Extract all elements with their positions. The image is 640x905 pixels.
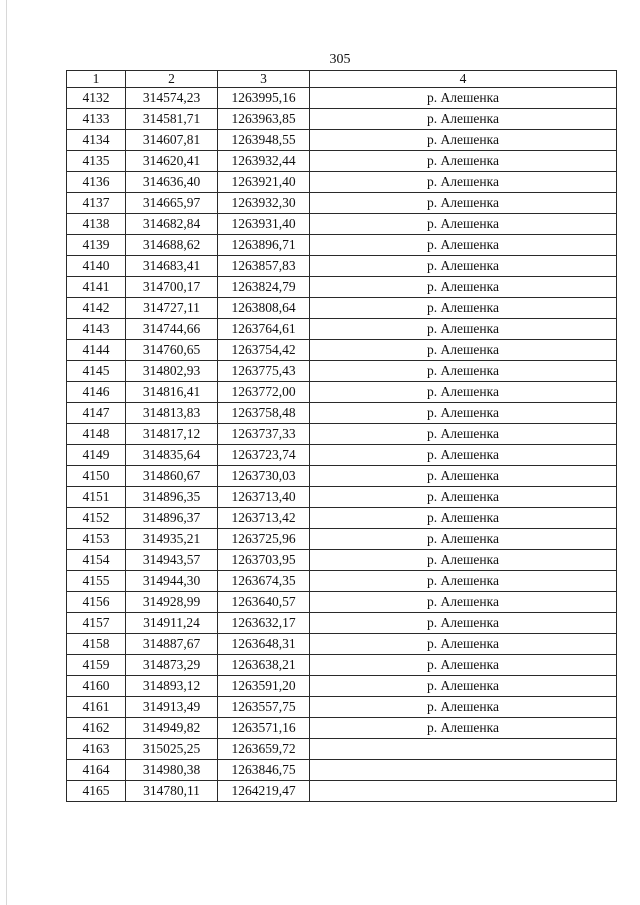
description-cell: р. Алешенка bbox=[310, 298, 617, 319]
y-coordinate-cell: 1263713,40 bbox=[218, 487, 310, 508]
point-number-cell: 4154 bbox=[67, 550, 126, 571]
description-cell: р. Алешенка bbox=[310, 382, 617, 403]
point-number-cell: 4140 bbox=[67, 256, 126, 277]
description-cell: р. Алешенка bbox=[310, 487, 617, 508]
description-cell: р. Алешенка bbox=[310, 130, 617, 151]
table-row bbox=[67, 508, 617, 529]
point-number-cell: 4152 bbox=[67, 508, 126, 529]
description-cell: р. Алешенка bbox=[310, 193, 617, 214]
x-coordinate-cell: 314835,64 bbox=[126, 445, 218, 466]
y-coordinate-cell: 1263659,72 bbox=[218, 739, 310, 760]
point-number-cell: 4146 bbox=[67, 382, 126, 403]
point-number-cell: 4162 bbox=[67, 718, 126, 739]
table-row bbox=[67, 151, 617, 172]
point-number-cell: 4163 bbox=[67, 739, 126, 760]
y-coordinate-cell: 1263571,16 bbox=[218, 718, 310, 739]
y-coordinate-cell: 1263730,03 bbox=[218, 466, 310, 487]
y-coordinate-cell: 1263857,83 bbox=[218, 256, 310, 277]
x-coordinate-cell: 314980,38 bbox=[126, 760, 218, 781]
y-coordinate-cell: 1263725,96 bbox=[218, 529, 310, 550]
description-cell: р. Алешенка bbox=[310, 571, 617, 592]
x-coordinate-cell: 314893,12 bbox=[126, 676, 218, 697]
table-row bbox=[67, 781, 617, 802]
x-coordinate-cell: 314943,57 bbox=[126, 550, 218, 571]
description-cell: р. Алешенка bbox=[310, 214, 617, 235]
point-number-cell: 4151 bbox=[67, 487, 126, 508]
y-coordinate-cell: 1263723,74 bbox=[218, 445, 310, 466]
x-coordinate-cell: 314727,11 bbox=[126, 298, 218, 319]
x-coordinate-cell: 314744,66 bbox=[126, 319, 218, 340]
table-row bbox=[67, 592, 617, 613]
table-row bbox=[67, 760, 617, 781]
description-cell: р. Алешенка bbox=[310, 256, 617, 277]
point-number-cell: 4136 bbox=[67, 172, 126, 193]
x-coordinate-cell: 314780,11 bbox=[126, 781, 218, 802]
x-coordinate-cell: 314860,67 bbox=[126, 466, 218, 487]
table-row bbox=[67, 676, 617, 697]
table-row bbox=[67, 571, 617, 592]
point-number-cell: 4165 bbox=[67, 781, 126, 802]
y-coordinate-cell: 1263640,57 bbox=[218, 592, 310, 613]
table-row bbox=[67, 487, 617, 508]
y-coordinate-cell: 1263896,71 bbox=[218, 235, 310, 256]
point-number-cell: 4161 bbox=[67, 697, 126, 718]
column-header-1: 1 bbox=[67, 71, 126, 88]
y-coordinate-cell: 1263557,75 bbox=[218, 697, 310, 718]
table-row bbox=[67, 88, 617, 109]
x-coordinate-cell: 314574,23 bbox=[126, 88, 218, 109]
x-coordinate-cell: 314949,82 bbox=[126, 718, 218, 739]
description-cell: р. Алешенка bbox=[310, 172, 617, 193]
description-cell: р. Алешенка bbox=[310, 445, 617, 466]
description-cell: р. Алешенка bbox=[310, 361, 617, 382]
description-cell: р. Алешенка bbox=[310, 277, 617, 298]
y-coordinate-cell: 1263772,00 bbox=[218, 382, 310, 403]
y-coordinate-cell: 1263737,33 bbox=[218, 424, 310, 445]
coordinates-table bbox=[66, 70, 617, 802]
y-coordinate-cell: 1263932,44 bbox=[218, 151, 310, 172]
point-number-cell: 4137 bbox=[67, 193, 126, 214]
table-row bbox=[67, 193, 617, 214]
description-cell: р. Алешенка bbox=[310, 340, 617, 361]
description-cell: р. Алешенка bbox=[310, 718, 617, 739]
table-row bbox=[67, 424, 617, 445]
y-coordinate-cell: 1263674,35 bbox=[218, 571, 310, 592]
description-cell: р. Алешенка bbox=[310, 319, 617, 340]
table-row bbox=[67, 718, 617, 739]
table-row bbox=[67, 340, 617, 361]
point-number-cell: 4159 bbox=[67, 655, 126, 676]
table-row bbox=[67, 697, 617, 718]
y-coordinate-cell: 1263808,64 bbox=[218, 298, 310, 319]
x-coordinate-cell: 314887,67 bbox=[126, 634, 218, 655]
y-coordinate-cell: 1263632,17 bbox=[218, 613, 310, 634]
y-coordinate-cell: 1263758,48 bbox=[218, 403, 310, 424]
x-coordinate-cell: 314665,97 bbox=[126, 193, 218, 214]
point-number-cell: 4132 bbox=[67, 88, 126, 109]
x-coordinate-cell: 314935,21 bbox=[126, 529, 218, 550]
x-coordinate-cell: 315025,25 bbox=[126, 739, 218, 760]
description-cell bbox=[310, 760, 617, 781]
description-cell bbox=[310, 781, 617, 802]
table-row bbox=[67, 613, 617, 634]
y-coordinate-cell: 1263764,61 bbox=[218, 319, 310, 340]
table-row bbox=[67, 403, 617, 424]
table-row bbox=[67, 739, 617, 760]
table-row bbox=[67, 655, 617, 676]
y-coordinate-cell: 1263963,85 bbox=[218, 109, 310, 130]
y-coordinate-cell: 1263824,79 bbox=[218, 277, 310, 298]
table-row bbox=[67, 109, 617, 130]
description-cell: р. Алешенка bbox=[310, 634, 617, 655]
point-number-cell: 4141 bbox=[67, 277, 126, 298]
description-cell: р. Алешенка bbox=[310, 235, 617, 256]
x-coordinate-cell: 314817,12 bbox=[126, 424, 218, 445]
y-coordinate-cell: 1263703,95 bbox=[218, 550, 310, 571]
x-coordinate-cell: 314896,37 bbox=[126, 508, 218, 529]
table-row bbox=[67, 529, 617, 550]
x-coordinate-cell: 314636,40 bbox=[126, 172, 218, 193]
x-coordinate-cell: 314682,84 bbox=[126, 214, 218, 235]
table-row bbox=[67, 319, 617, 340]
x-coordinate-cell: 314928,99 bbox=[126, 592, 218, 613]
point-number-cell: 4148 bbox=[67, 424, 126, 445]
y-coordinate-cell: 1263921,40 bbox=[218, 172, 310, 193]
y-coordinate-cell: 1263754,42 bbox=[218, 340, 310, 361]
description-cell bbox=[310, 739, 617, 760]
x-coordinate-cell: 314873,29 bbox=[126, 655, 218, 676]
table-row bbox=[67, 214, 617, 235]
page-number: 305 bbox=[329, 52, 351, 67]
x-coordinate-cell: 314620,41 bbox=[126, 151, 218, 172]
description-cell: р. Алешенка bbox=[310, 424, 617, 445]
description-cell: р. Алешенка bbox=[310, 697, 617, 718]
x-coordinate-cell: 314944,30 bbox=[126, 571, 218, 592]
table-row bbox=[67, 172, 617, 193]
table-row bbox=[67, 382, 617, 403]
y-coordinate-cell: 1263931,40 bbox=[218, 214, 310, 235]
table-body bbox=[67, 88, 617, 802]
point-number-cell: 4147 bbox=[67, 403, 126, 424]
table-row bbox=[67, 235, 617, 256]
point-number-cell: 4142 bbox=[67, 298, 126, 319]
point-number-cell: 4133 bbox=[67, 109, 126, 130]
y-coordinate-cell: 1263713,42 bbox=[218, 508, 310, 529]
point-number-cell: 4135 bbox=[67, 151, 126, 172]
point-number-cell: 4150 bbox=[67, 466, 126, 487]
description-cell: р. Алешенка bbox=[310, 109, 617, 130]
column-header-4: 4 bbox=[310, 71, 617, 88]
x-coordinate-cell: 314607,81 bbox=[126, 130, 218, 151]
point-number-cell: 4145 bbox=[67, 361, 126, 382]
x-coordinate-cell: 314683,41 bbox=[126, 256, 218, 277]
y-coordinate-cell: 1263775,43 bbox=[218, 361, 310, 382]
point-number-cell: 4158 bbox=[67, 634, 126, 655]
column-header-3: 3 bbox=[218, 71, 310, 88]
point-number-cell: 4153 bbox=[67, 529, 126, 550]
point-number-cell: 4143 bbox=[67, 319, 126, 340]
point-number-cell: 4144 bbox=[67, 340, 126, 361]
point-number-cell: 4134 bbox=[67, 130, 126, 151]
header-row bbox=[67, 71, 617, 88]
table-row bbox=[67, 445, 617, 466]
description-cell: р. Алешенка bbox=[310, 592, 617, 613]
point-number-cell: 4155 bbox=[67, 571, 126, 592]
y-coordinate-cell: 1263638,21 bbox=[218, 655, 310, 676]
y-coordinate-cell: 1263846,75 bbox=[218, 760, 310, 781]
description-cell: р. Алешенка bbox=[310, 151, 617, 172]
x-coordinate-cell: 314896,35 bbox=[126, 487, 218, 508]
y-coordinate-cell: 1263648,31 bbox=[218, 634, 310, 655]
description-cell: р. Алешенка bbox=[310, 403, 617, 424]
description-cell: р. Алешенка bbox=[310, 655, 617, 676]
point-number-cell: 4156 bbox=[67, 592, 126, 613]
description-cell: р. Алешенка bbox=[310, 550, 617, 571]
x-coordinate-cell: 314813,83 bbox=[126, 403, 218, 424]
point-number-cell: 4157 bbox=[67, 613, 126, 634]
table-row bbox=[67, 277, 617, 298]
table-row bbox=[67, 550, 617, 571]
table-row bbox=[67, 130, 617, 151]
y-coordinate-cell: 1263932,30 bbox=[218, 193, 310, 214]
y-coordinate-cell: 1263591,20 bbox=[218, 676, 310, 697]
description-cell: р. Алешенка bbox=[310, 466, 617, 487]
y-coordinate-cell: 1264219,47 bbox=[218, 781, 310, 802]
table-row bbox=[67, 298, 617, 319]
point-number-cell: 4164 bbox=[67, 760, 126, 781]
table-row bbox=[67, 466, 617, 487]
point-number-cell: 4160 bbox=[67, 676, 126, 697]
description-cell: р. Алешенка bbox=[310, 88, 617, 109]
y-coordinate-cell: 1263948,55 bbox=[218, 130, 310, 151]
x-coordinate-cell: 314581,71 bbox=[126, 109, 218, 130]
description-cell: р. Алешенка bbox=[310, 508, 617, 529]
description-cell: р. Алешенка bbox=[310, 676, 617, 697]
x-coordinate-cell: 314688,62 bbox=[126, 235, 218, 256]
description-cell: р. Алешенка bbox=[310, 529, 617, 550]
point-number-cell: 4139 bbox=[67, 235, 126, 256]
table-row bbox=[67, 256, 617, 277]
scan-edge-line bbox=[6, 0, 7, 905]
table-row bbox=[67, 634, 617, 655]
x-coordinate-cell: 314700,17 bbox=[126, 277, 218, 298]
x-coordinate-cell: 314816,41 bbox=[126, 382, 218, 403]
table-row bbox=[67, 361, 617, 382]
x-coordinate-cell: 314802,93 bbox=[126, 361, 218, 382]
point-number-cell: 4138 bbox=[67, 214, 126, 235]
x-coordinate-cell: 314911,24 bbox=[126, 613, 218, 634]
description-cell: р. Алешенка bbox=[310, 613, 617, 634]
column-header-2: 2 bbox=[126, 71, 218, 88]
point-number-cell: 4149 bbox=[67, 445, 126, 466]
y-coordinate-cell: 1263995,16 bbox=[218, 88, 310, 109]
x-coordinate-cell: 314760,65 bbox=[126, 340, 218, 361]
x-coordinate-cell: 314913,49 bbox=[126, 697, 218, 718]
